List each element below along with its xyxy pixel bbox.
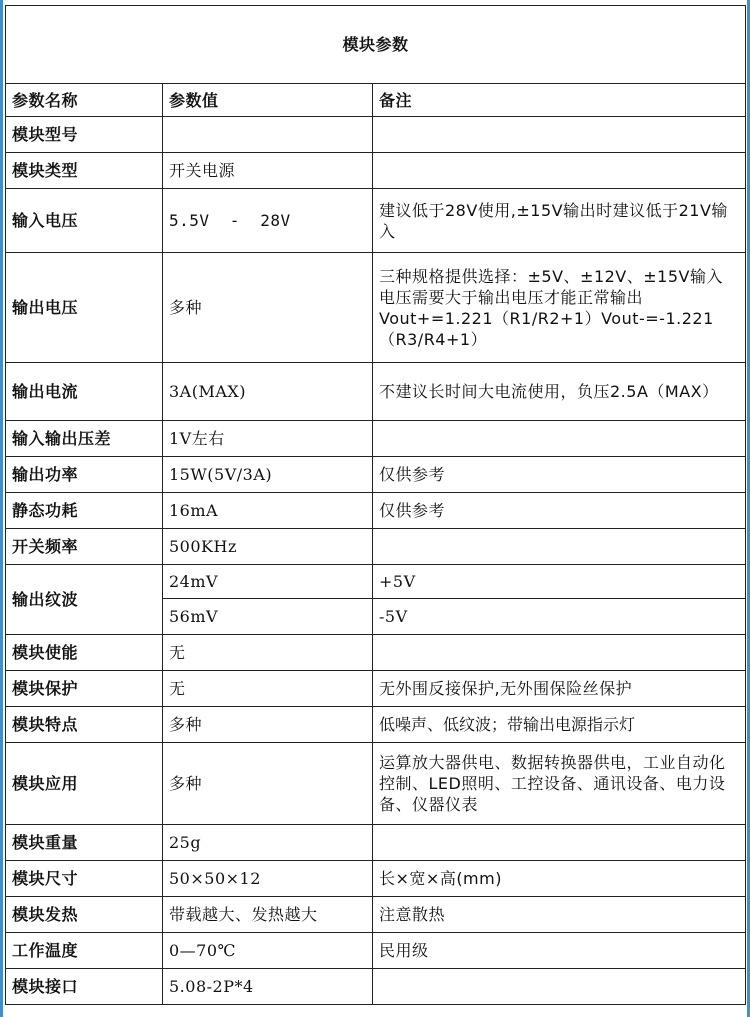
row-value: 24mV [163,565,373,599]
row-name: 模块重量 [6,825,163,861]
row-note: +5V [373,565,746,599]
row-note [373,635,746,671]
table-row [6,897,746,933]
table-row [6,671,746,707]
row-note [373,421,746,457]
row-value: 带载越大、发热越大 [163,897,373,933]
row-value: 无 [163,671,373,707]
table-title: 模块参数 [6,6,746,84]
table-row [6,421,746,457]
row-note: 运算放大器供电、数据转换器供电，工业自动化控制、LED照明、工控设备、通讯设备、电力设备、仪器仪表 [373,743,746,825]
header-row [6,84,746,117]
row-note: 仅供参考 [373,457,746,493]
table-row [6,493,746,529]
row-name: 模块应用 [6,743,163,825]
row-name: 模块使能 [6,635,163,671]
row-value: 多种 [163,253,373,363]
row-note [373,153,746,189]
row-value: 15W(5V/3A) [163,457,373,493]
row-name: 模块接口 [6,969,163,1005]
row-note: 建议低于28V使用,±15V输出时建议低于21V输入 [373,189,746,253]
row-name: 输入电压 [6,189,163,253]
table-row [6,635,746,671]
table-row [6,189,746,253]
table-row [6,933,746,969]
row-note: 无外围反接保护,无外围保险丝保护 [373,671,746,707]
row-value-secondary: 56mV [163,599,373,635]
row-name: 模块类型 [6,153,163,189]
row-name: 模块尺寸 [6,861,163,897]
row-note [373,969,746,1005]
row-value: 16mA [163,493,373,529]
row-name: 输入输出压差 [6,421,163,457]
table-row [6,969,746,1005]
row-value: 多种 [163,707,373,743]
table-row [6,565,746,599]
row-value: 3A(MAX) [163,363,373,421]
table-row [6,253,746,363]
row-note [373,825,746,861]
row-name: 模块特点 [6,707,163,743]
table-row [6,153,746,189]
row-name: 模块发热 [6,897,163,933]
row-value: 无 [163,635,373,671]
row-value: 25g [163,825,373,861]
row-note: 注意散热 [373,897,746,933]
row-note-secondary: -5V [373,599,746,635]
row-name: 工作温度 [6,933,163,969]
title-row [6,6,746,84]
row-value: 500KHz [163,529,373,565]
row-note: 不建议长时间大电流使用，负压2.5A（MAX） [373,363,746,421]
header-param-value: 参数值 [163,84,373,117]
table-row [6,457,746,493]
row-name: 模块保护 [6,671,163,707]
row-value: 5.5V - 28V [163,189,373,253]
row-value: 1V左右 [163,421,373,457]
row-name: 输出电压 [6,253,163,363]
row-value: 5.08-2P*4 [163,969,373,1005]
row-value: 0—70℃ [163,933,373,969]
header-remark: 备注 [373,84,746,117]
header-param-name: 参数名称 [6,84,163,117]
row-value [163,117,373,153]
row-note: 仅供参考 [373,493,746,529]
left-border-accent [0,0,3,1017]
row-name: 静态功耗 [6,493,163,529]
row-name: 输出电流 [6,363,163,421]
parameter-table [5,5,746,1005]
row-note: 低噪声、低纹波；带输出电源指示灯 [373,707,746,743]
row-note [373,117,746,153]
table-row [6,825,746,861]
row-note: 长×宽×高(mm) [373,861,746,897]
row-name: 开关频率 [6,529,163,565]
row-note: 三种规格提供选择：±5V、±12V、±15V输入电压需要大于输出电压才能正常输出Vout+=1.221（R1/R2+1）Vout-=-1.221（R3/R4+1） [373,253,746,363]
row-value: 开关电源 [163,153,373,189]
row-note: 民用级 [373,933,746,969]
table-row [6,117,746,153]
row-name: 输出纹波 [6,565,163,635]
table-row [6,529,746,565]
row-value: 多种 [163,743,373,825]
row-value: 50×50×12 [163,861,373,897]
row-note [373,529,746,565]
table-row [6,743,746,825]
row-name: 模块型号 [6,117,163,153]
table-row [6,861,746,897]
table-row [6,707,746,743]
table-row [6,363,746,421]
row-name: 输出功率 [6,457,163,493]
